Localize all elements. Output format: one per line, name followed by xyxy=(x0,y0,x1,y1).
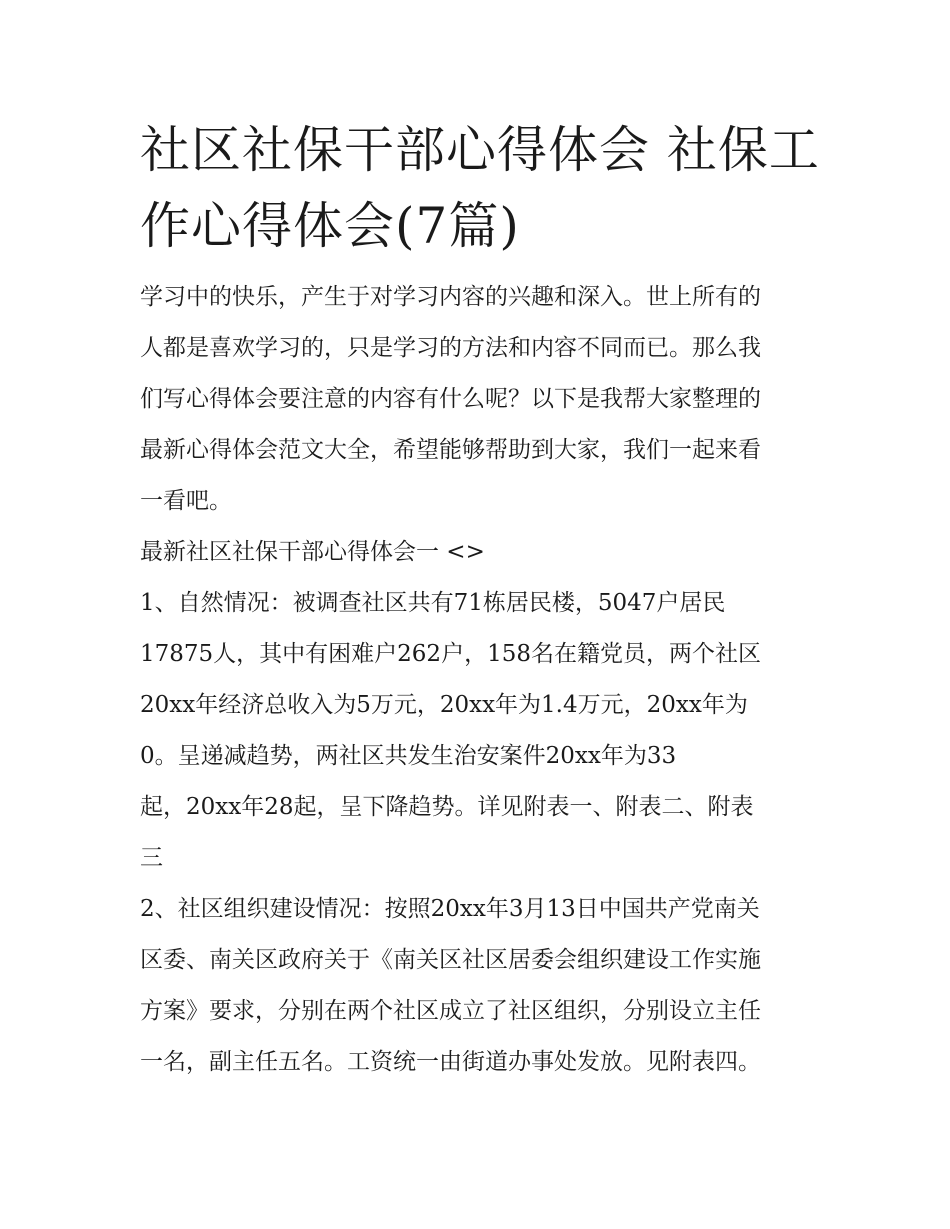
paragraph-1-line-6: 三 xyxy=(140,845,163,871)
intro-line-1: 学习中的快乐，产生于对学习内容的兴趣和深入。世上所有的 xyxy=(140,284,761,310)
title-line-2: 作心得体会(7篇) xyxy=(140,197,520,255)
paragraph-1-line-1: 1、自然情况：被调查社区共有71栋居民楼，5047户居民 xyxy=(140,590,726,616)
intro-line-3: 们写心得体会要注意的内容有什么呢？以下是我帮大家整理的 xyxy=(140,386,761,412)
paragraph-2-line-2: 区委、南关区政府关于《南关区社区居委会组织建设工作实施 xyxy=(140,947,761,973)
paragraph-1-line-3: 20xx年经济总收入为5万元，20xx年为1.4万元，20xx年为 xyxy=(140,692,748,718)
document-title xyxy=(140,112,820,264)
paragraph-1-line-5: 起，20xx年28起，呈下降趋势。详见附表一、附表二、附表 xyxy=(140,794,754,820)
paragraph-2-line-4: 一名，副主任五名。工资统一由街道办事处发放。见附表四。 xyxy=(140,1049,761,1075)
paragraph-2-line-1: 2、社区组织建设情况：按照20xx年3月13日中国共产党南关 xyxy=(140,896,760,922)
intro-line-5: 一看吧。 xyxy=(140,488,232,514)
intro-line-4: 最新心得体会范文大全，希望能够帮助到大家，我们一起来看 xyxy=(140,437,761,463)
title-line-1: 社区社保干部心得体会 社保工 xyxy=(140,121,820,179)
paragraph-2-line-3: 方案》要求，分别在两个社区成立了社区组织，分别设立主任 xyxy=(140,998,761,1024)
document-body xyxy=(140,272,820,1088)
intro-line-2: 人都是喜欢学习的，只是学习的方法和内容不同而已。那么我 xyxy=(140,335,761,361)
section-heading: 最新社区社保干部心得体会一 <> xyxy=(140,539,485,565)
paragraph-1-line-2: 17875人，其中有困难户262户，158名在籍党员，两个社区 xyxy=(140,641,761,667)
document-page xyxy=(140,112,820,1088)
paragraph-1-line-4: 0。呈递减趋势，两社区共发生治安案件20xx年为33 xyxy=(140,743,677,769)
